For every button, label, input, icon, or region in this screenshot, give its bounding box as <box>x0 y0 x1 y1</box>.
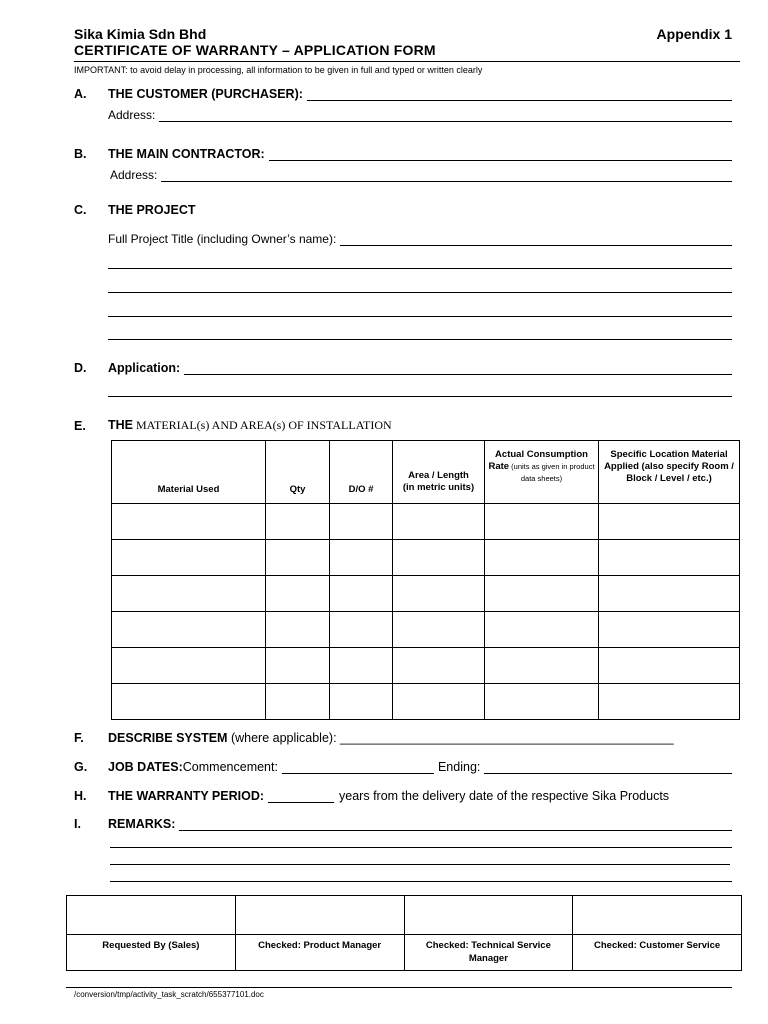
customer-label: THE CUSTOMER (PURCHASER): <box>108 87 303 101</box>
section-g-letter: G. <box>74 760 88 774</box>
contractor-address-field[interactable] <box>161 169 732 182</box>
describe-system-label: DESCRIBE SYSTEM <box>108 731 228 745</box>
table-cell[interactable] <box>112 576 266 612</box>
contractor-address-label: Address: <box>110 168 158 182</box>
footer-path: /conversion/tmp/activity_task_scratch/655377101.doc <box>74 990 264 999</box>
col-do-number: D/O # <box>330 441 393 504</box>
application-field[interactable] <box>184 362 732 375</box>
table-cell[interactable] <box>599 684 740 720</box>
materials-header-row <box>112 441 740 504</box>
col-area-line-2: (in metric units) <box>402 482 475 493</box>
project-line-3[interactable] <box>108 292 732 293</box>
customer-address-field[interactable] <box>159 109 732 122</box>
signature-product-manager[interactable] <box>235 896 404 935</box>
section-g <box>74 760 732 774</box>
table-cell[interactable] <box>393 504 485 540</box>
table-cell[interactable] <box>485 648 599 684</box>
header-divider <box>74 61 740 62</box>
signature-technical-manager[interactable] <box>404 896 573 935</box>
section-h <box>74 789 732 803</box>
caption-technical-manager: Checked: Technical Service Manager <box>404 935 573 971</box>
customer-address-label: Address: <box>108 108 156 122</box>
caption-row <box>67 935 742 971</box>
materials-heading <box>108 418 392 433</box>
table-row <box>112 612 740 648</box>
table-cell[interactable] <box>485 504 599 540</box>
col-area-length <box>393 441 485 504</box>
warranty-period-text: years from the delivery date of the respective Sika Products <box>339 789 670 803</box>
section-d-letter: D. <box>74 361 87 375</box>
section-b-letter: B. <box>74 147 87 161</box>
section-a-letter: A. <box>74 87 87 101</box>
section-h-letter: H. <box>74 789 87 803</box>
table-row <box>112 504 740 540</box>
table-row <box>112 684 740 720</box>
section-c <box>74 203 732 217</box>
table-cell[interactable] <box>393 684 485 720</box>
application-line-2[interactable] <box>108 396 732 397</box>
section-e-letter: E. <box>74 419 86 433</box>
project-line-5[interactable] <box>108 339 732 340</box>
section-f-letter: F. <box>74 731 84 745</box>
signature-row <box>67 896 742 935</box>
table-row <box>112 648 740 684</box>
table-cell[interactable] <box>330 576 393 612</box>
project-title-field[interactable] <box>340 233 732 246</box>
remarks-label: REMARKS: <box>108 817 176 831</box>
application-label: Application: <box>108 361 181 375</box>
contractor-address-row <box>110 168 732 182</box>
warranty-years-field[interactable] <box>268 790 334 803</box>
col-consumption-note: (units as given in product data sheets) <box>509 462 595 483</box>
remarks-line-3[interactable] <box>110 864 730 865</box>
section-c-letter: C. <box>74 203 87 217</box>
important-prefix: IMPORTANT: <box>74 65 128 75</box>
table-cell[interactable] <box>485 612 599 648</box>
table-cell[interactable] <box>599 504 740 540</box>
table-cell[interactable] <box>112 612 266 648</box>
section-b <box>74 147 732 161</box>
project-title-label: Full Project Title (including Owner’s name): <box>108 232 337 246</box>
table-cell[interactable] <box>112 504 266 540</box>
commencement-field[interactable] <box>282 761 434 774</box>
section-i-letter: I. <box>74 817 81 831</box>
important-text: to avoid delay in processing, all information to be given in full and typed or written clearly <box>127 65 483 75</box>
remarks-field[interactable] <box>179 818 732 831</box>
contractor-label: THE MAIN CONTRACTOR: <box>108 147 265 161</box>
section-d <box>74 361 732 375</box>
materials-table <box>111 440 740 720</box>
customer-field[interactable] <box>307 88 732 101</box>
table-cell[interactable] <box>599 648 740 684</box>
remarks-line-2[interactable] <box>110 847 732 848</box>
table-cell[interactable] <box>393 540 485 576</box>
table-cell[interactable] <box>485 684 599 720</box>
project-line-4[interactable] <box>108 316 732 317</box>
table-row <box>112 576 740 612</box>
table-cell[interactable] <box>330 684 393 720</box>
col-material-used: Material Used <box>112 441 266 504</box>
project-line-2[interactable] <box>108 268 732 269</box>
materials-heading-rest: MATERIAL(s) AND AREA(s) OF INSTALLATION <box>133 418 392 432</box>
table-cell[interactable] <box>485 576 599 612</box>
col-consumption-line-2: Rate <box>488 461 510 472</box>
table-row <box>112 540 740 576</box>
footer-divider <box>66 987 732 988</box>
project-label: THE PROJECT <box>108 203 196 217</box>
table-cell[interactable] <box>266 648 330 684</box>
table-cell[interactable] <box>393 648 485 684</box>
ending-label: Ending: <box>437 760 481 774</box>
signature-requested[interactable] <box>67 896 236 935</box>
table-cell[interactable] <box>266 540 330 576</box>
caption-product-manager: Checked: Product Manager <box>235 935 404 971</box>
table-cell[interactable] <box>330 504 393 540</box>
appendix-label: Appendix 1 <box>656 26 732 42</box>
table-cell[interactable] <box>266 684 330 720</box>
warranty-period-label: THE WARRANTY PERIOD: <box>108 789 265 803</box>
table-cell[interactable] <box>330 648 393 684</box>
customer-address-row <box>108 108 732 122</box>
table-cell[interactable] <box>599 612 740 648</box>
table-cell[interactable] <box>599 540 740 576</box>
col-area-line-1: Area / Length <box>408 470 469 481</box>
section-a <box>74 87 732 101</box>
table-cell[interactable] <box>393 576 485 612</box>
remarks-line-4[interactable] <box>110 881 732 882</box>
table-cell[interactable] <box>393 612 485 648</box>
table-cell[interactable] <box>112 540 266 576</box>
materials-heading-the: THE <box>108 418 133 432</box>
project-title-row <box>108 232 732 246</box>
table-cell[interactable] <box>266 612 330 648</box>
col-consumption-line-1: Actual Consumption <box>495 449 588 460</box>
section-f <box>74 731 732 745</box>
company-name: Sika Kimia Sdn Bhd <box>74 26 207 42</box>
ending-field[interactable] <box>484 761 732 774</box>
describe-system-rest[interactable]: (where applicable): ________________________________________________ <box>227 731 674 745</box>
important-note <box>74 65 482 75</box>
table-cell[interactable] <box>266 576 330 612</box>
table-cell[interactable] <box>485 540 599 576</box>
table-cell[interactable] <box>112 648 266 684</box>
contractor-field[interactable] <box>269 148 732 161</box>
signoff-table <box>66 895 742 971</box>
section-e <box>74 418 732 433</box>
col-qty: Qty <box>266 441 330 504</box>
describe-system-row <box>108 731 674 745</box>
form-title: CERTIFICATE OF WARRANTY – APPLICATION FORM <box>74 42 436 58</box>
job-dates-label: JOB DATES: <box>108 760 183 774</box>
section-i <box>74 817 732 831</box>
col-specific-location: Specific Location Material Applied (also specify Room / Block / Level / etc.) <box>599 441 740 504</box>
caption-customer-service: Checked: Customer Service <box>573 935 742 971</box>
table-cell[interactable] <box>330 612 393 648</box>
table-cell[interactable] <box>599 576 740 612</box>
table-cell[interactable] <box>266 504 330 540</box>
table-cell[interactable] <box>330 540 393 576</box>
caption-requested: Requested By (Sales) <box>67 935 236 971</box>
commencement-label: Commencement: <box>182 760 278 774</box>
col-consumption-rate <box>485 441 599 504</box>
signature-customer-service[interactable] <box>573 896 742 935</box>
table-cell[interactable] <box>112 684 266 720</box>
